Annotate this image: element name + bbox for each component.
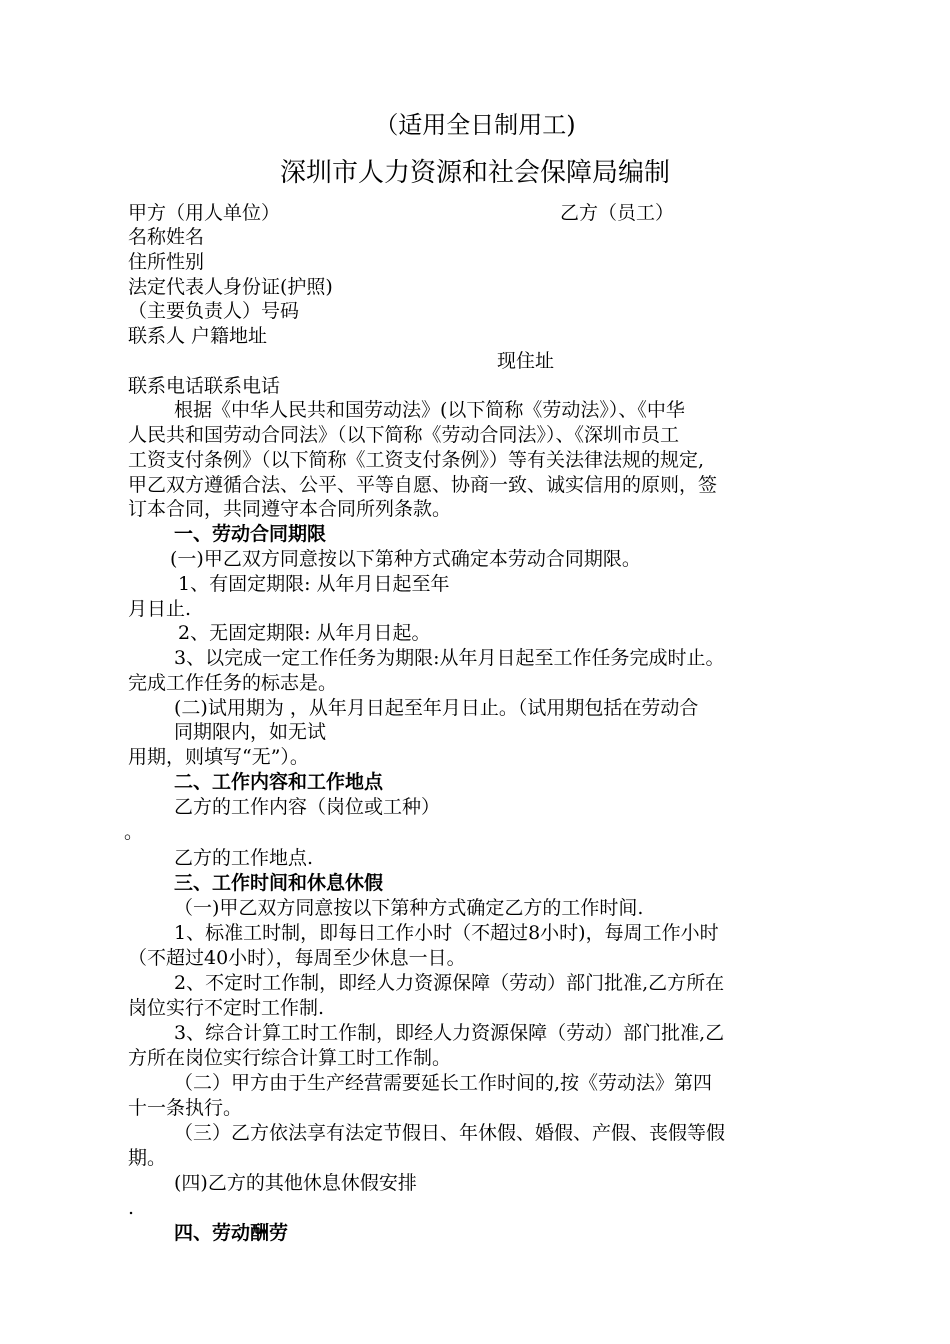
party-line-representative: 法定代表人身份证(护照) bbox=[128, 276, 333, 298]
party-line-contact: 联系人 户籍地址 bbox=[128, 325, 268, 347]
section-3-line: (四)乙方的其他休息休假安排 bbox=[174, 1172, 417, 1194]
section-2-line: 乙方的工作地点. bbox=[174, 847, 314, 869]
party-b-label: 乙方（员工） bbox=[560, 202, 675, 224]
section-1-line: (二)试用期为 ，从年月日起至年月日止。（试用期包括在劳动合 bbox=[174, 697, 699, 719]
document-subtitle: （适用全日制用工) bbox=[374, 111, 576, 139]
party-line-phone: 联系电话联系电话 bbox=[128, 375, 281, 397]
section-4-title: 四、劳动酬劳 bbox=[174, 1222, 289, 1244]
section-2-title: 二、工作内容和工作地点 bbox=[174, 771, 384, 793]
section-1-line: 用期，则填写“无”）。 bbox=[128, 746, 309, 768]
party-line-name: 名称姓名 bbox=[128, 226, 205, 248]
section-3-line: 3、综合计算工时工作制，即经人力资源保障（劳动）部门批准,乙 bbox=[174, 1022, 725, 1044]
party-line-address: 住所性别 bbox=[128, 251, 205, 273]
preamble-line: 人民共和国劳动合同法》（以下简称《劳动合同法》）、《深圳市员工 bbox=[128, 424, 680, 446]
preamble-line: 订本合同，共同遵守本合同所列条款。 bbox=[128, 498, 452, 520]
section-2-line: 。 bbox=[124, 821, 144, 843]
section-3-line: （三）乙方依法享有法定节假日、年休假、婚假、产假、丧假等假 bbox=[174, 1122, 726, 1144]
section-1-line: 3、以完成一定工作任务为期限:从年月日起至工作任务完成时止。 bbox=[174, 647, 725, 669]
preamble-line: 工资支付条例》（以下简称《工资支付条例》）等有关法律法规的规定, bbox=[128, 449, 705, 471]
section-1-line: 2、无固定期限: 从年月日起。 bbox=[178, 622, 431, 644]
section-3-line: 2、不定时工作制，即经人力资源保障（劳动）部门批准,乙方所在 bbox=[174, 972, 725, 994]
section-3-line: （一)甲乙双方同意按以下第种方式确定乙方的工作时间. bbox=[174, 897, 644, 919]
party-line-principal: （主要负责人）号码 bbox=[128, 300, 300, 322]
section-3-line: 岗位实行不定时工作制. bbox=[128, 997, 325, 1019]
section-3-line: （不超过40小时），每周至少休息一日。 bbox=[128, 947, 466, 969]
section-3-line: 方所在岗位实行综合计算工时工作制。 bbox=[128, 1047, 452, 1069]
section-1-line: 月日止. bbox=[128, 598, 192, 620]
section-1-line: 1、有固定期限: 从年月日起至年 bbox=[178, 573, 450, 595]
preamble-line: 根据《中华人民共和国劳动法》(以下简称《劳动法》）、《中华 bbox=[174, 399, 685, 421]
section-3-title: 三、工作时间和休息休假 bbox=[174, 872, 384, 894]
section-2-line: 乙方的工作内容（岗位或工种） bbox=[174, 796, 441, 818]
document-issuer: 深圳市人力资源和社会保障局编制 bbox=[279, 158, 670, 188]
party-a-label: 甲方（用人单位） bbox=[128, 202, 281, 224]
section-3-line: （二）甲方由于生产经营需要延长工作时间的,按《劳动法》第四 bbox=[174, 1072, 713, 1094]
section-1-line: (一)甲乙双方同意按以下第种方式确定本劳动合同期限。 bbox=[170, 548, 641, 570]
section-1-title: 一、劳动合同期限 bbox=[174, 523, 327, 545]
section-3-line: 1、标准工时制，即每日工作小时（不超过8小时)，每周工作小时 bbox=[174, 922, 719, 944]
section-3-line: 十一条执行。 bbox=[128, 1097, 243, 1119]
section-3-line: 期。 bbox=[128, 1147, 167, 1169]
section-1-line: 同期限内，如无试 bbox=[174, 721, 327, 743]
preamble-line: 甲乙双方遵循合法、公平、平等自愿、协商一致、诚实信用的原则，签 bbox=[128, 474, 718, 496]
section-3-line: . bbox=[128, 1197, 135, 1219]
section-1-line: 完成工作任务的标志是。 bbox=[128, 672, 338, 694]
party-line-current-address: 现住址 bbox=[497, 350, 555, 372]
